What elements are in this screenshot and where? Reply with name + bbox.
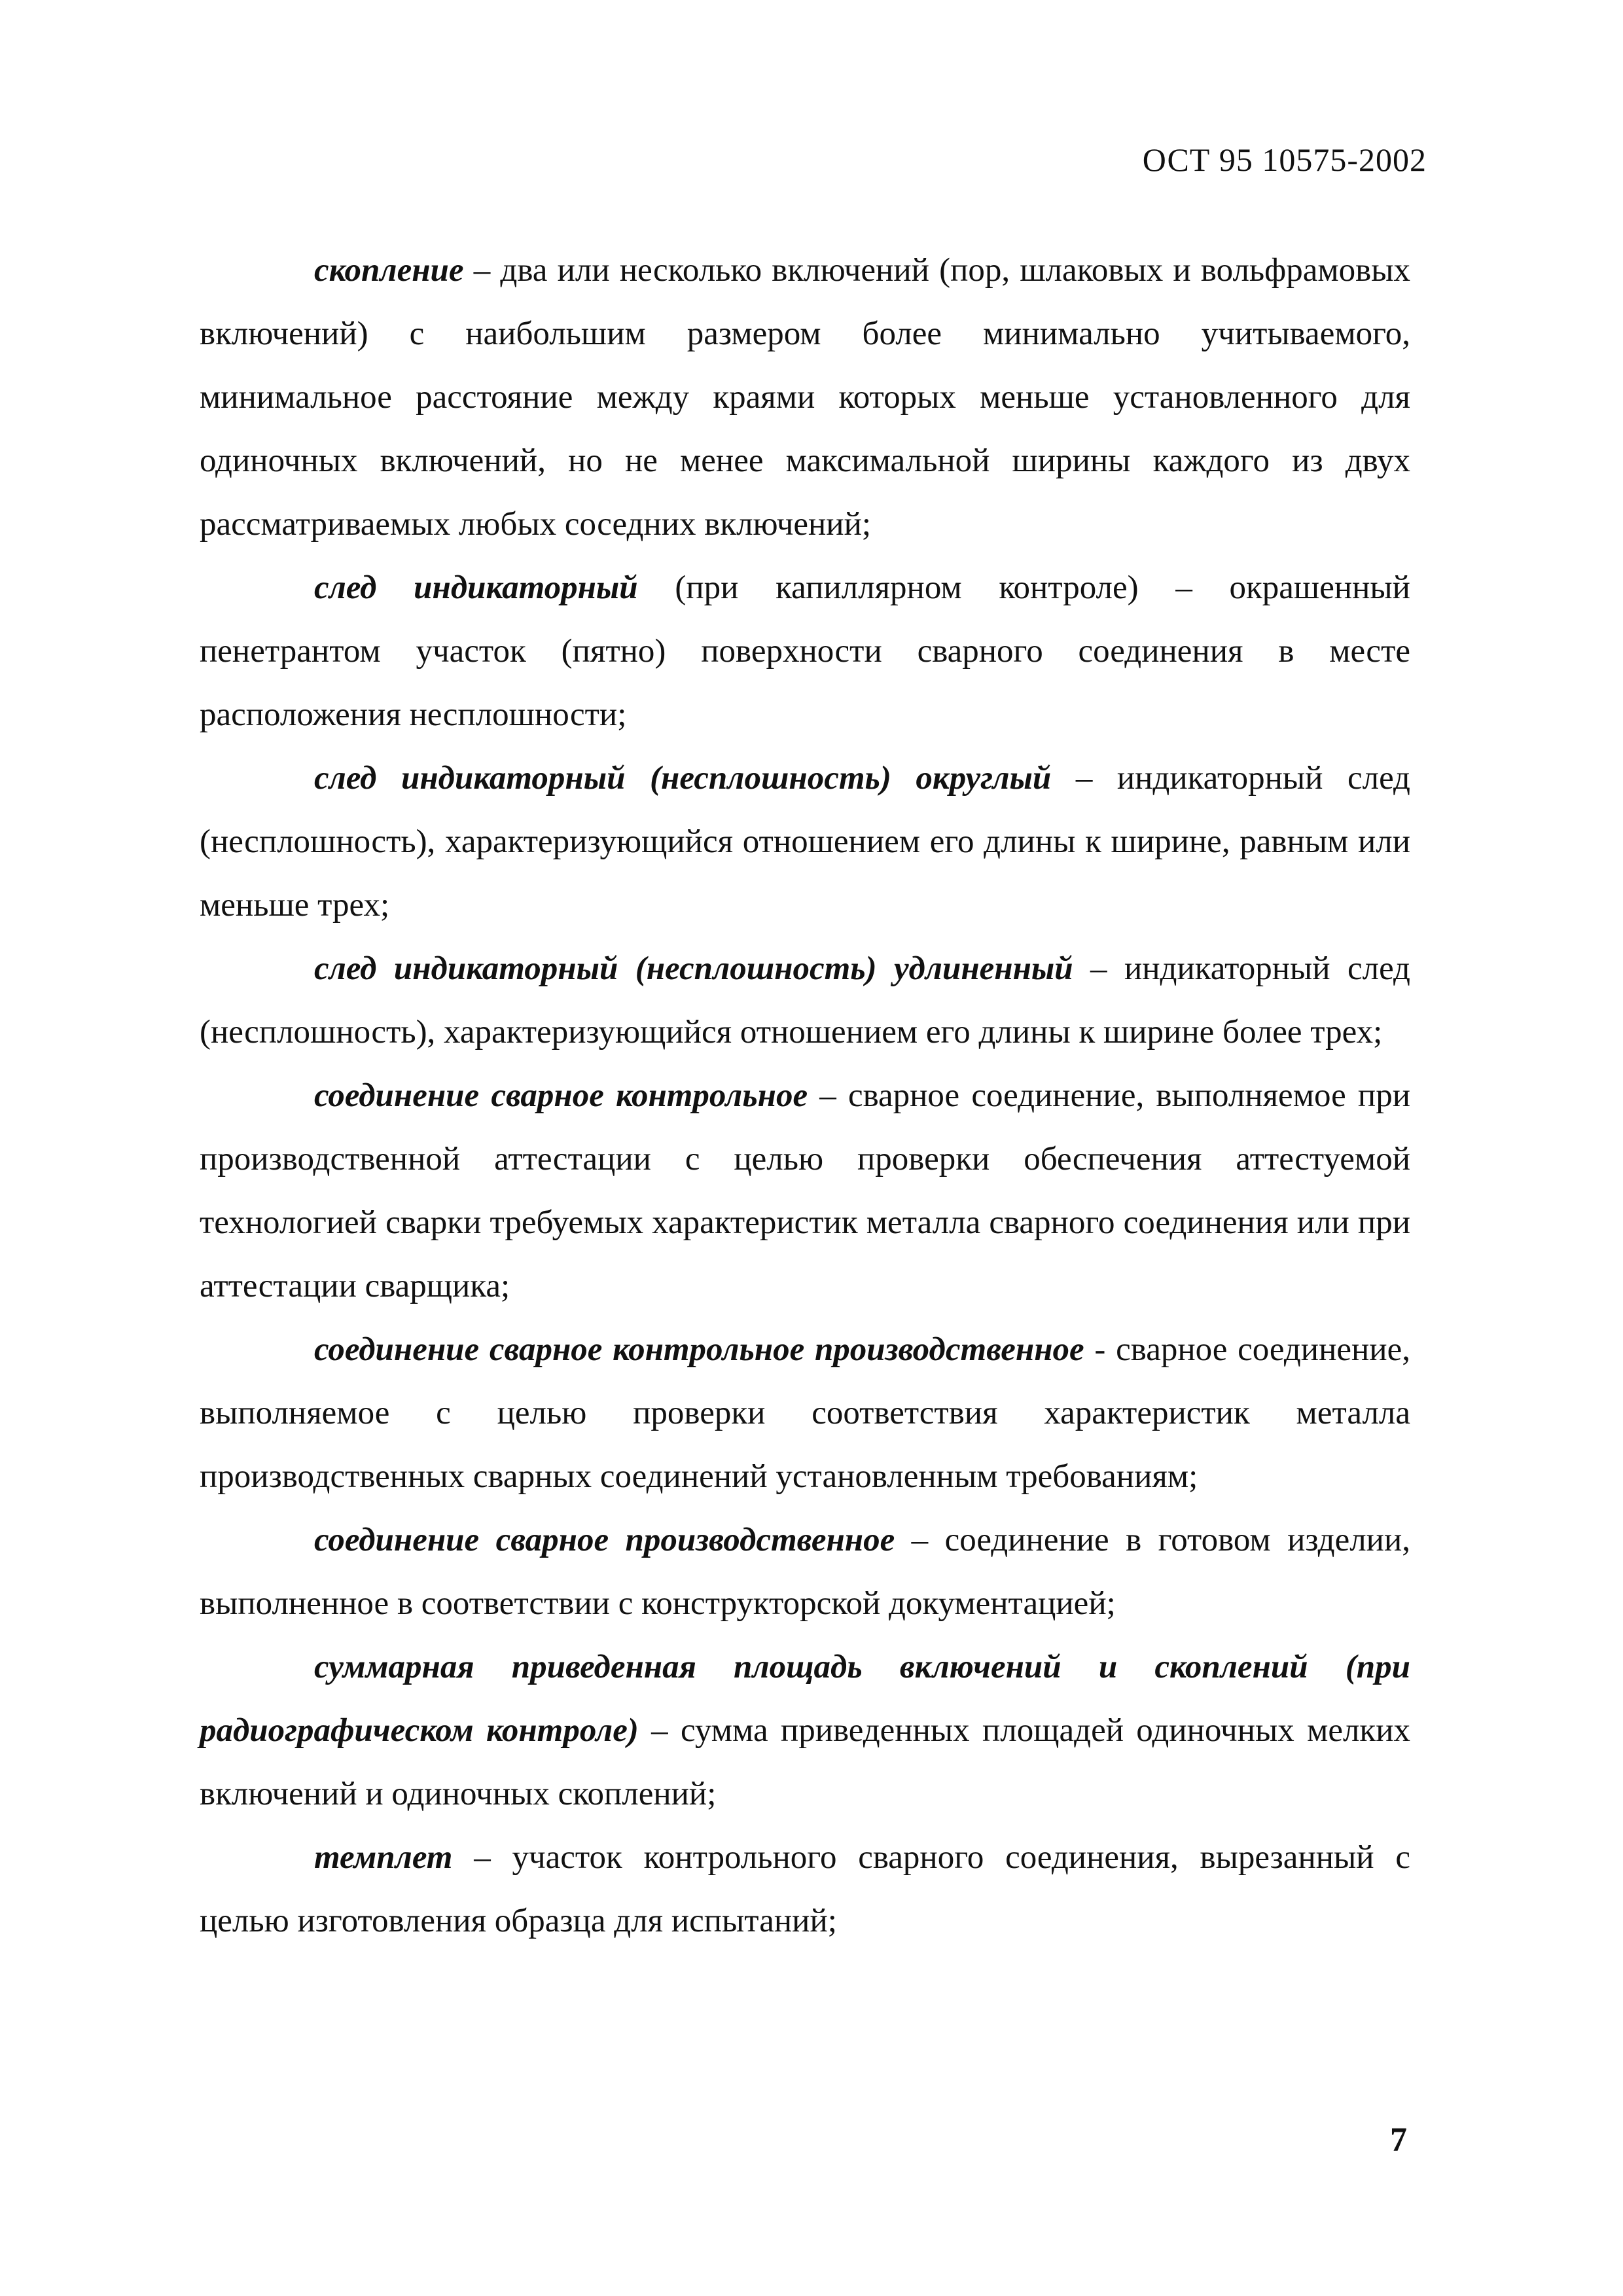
definition-text: – два или несколько включений (пор, шлаковых и вольфрамовых включений) с наибольшим размером более минимально учитываемого, минимальное расстояние между краями которых меньше установленного для одиночных включений, но не менее максимальной ширины каждого из двух рассматриваемых любых соседних включений; — [200, 252, 1410, 543]
definition-term: след индикаторный (несплошность) удлиненный — [314, 950, 1073, 987]
definition-term: соединение сварное контрольное — [314, 1077, 808, 1114]
definition-text: – сумма приведенных площадей одиночных мелких включений и одиночных скоплений; — [200, 1712, 1410, 1812]
definition-text: – сварное соединение, выполняемое при производственной аттестации с целью проверки обеспечения аттестуемой технологией сварки требуемых характеристик металла сварного соединения или при аттестации сварщика; — [200, 1077, 1410, 1304]
definition-entry — [200, 747, 1410, 937]
definition-text: – соединение в готовом изделии, выполненное в соответствии с конструкторской документацией; — [200, 1522, 1411, 1622]
definition-term: след индикаторный (несплошность) округлый — [314, 760, 1052, 797]
definition-term: скопление — [314, 252, 464, 289]
definition-term: соединение сварное производственное — [314, 1522, 895, 1558]
definition-text: – индикаторный след (несплошность), характеризующийся отношением его длины к ширине, равным или меньше трех; — [200, 760, 1410, 924]
definition-term: суммарная приведенная площадь включений и скоплений (при радиографическом контроле) — [200, 1649, 1410, 1749]
definition-term: соединение сварное контрольное производственное — [314, 1331, 1084, 1368]
definition-entry — [200, 1636, 1410, 1826]
definition-text: - сварное соединение, выполняемое с целью проверки соответствия характеристик металла производственных сварных соединений установленным требованиям; — [200, 1331, 1410, 1495]
definition-term: след индикаторный — [314, 569, 638, 606]
definition-entry — [200, 1318, 1410, 1509]
definition-term: темплет — [314, 1839, 453, 1876]
definitions-list — [200, 239, 1410, 1953]
definition-entry — [200, 239, 1410, 556]
document-code-header: ОСТ 95 10575-2002 — [1142, 141, 1427, 178]
page-number: 7 — [1390, 2121, 1407, 2159]
definition-text: (при капиллярном контроле) – окрашенный пенетрантом участок (пятно) поверхности сварного соединения в месте расположения несплошности; — [200, 569, 1410, 733]
definition-text: – участок контрольного сварного соединения, вырезанный с целью изготовления образца для испытаний; — [200, 1839, 1410, 1939]
definition-entry — [200, 556, 1410, 747]
definition-entry — [200, 937, 1410, 1064]
definition-entry — [200, 1509, 1410, 1636]
definition-entry — [200, 1826, 1410, 1953]
definition-entry — [200, 1064, 1410, 1318]
definition-text: – индикаторный след (несплошность), характеризующийся отношением его длины к ширине более трех; — [200, 950, 1410, 1050]
